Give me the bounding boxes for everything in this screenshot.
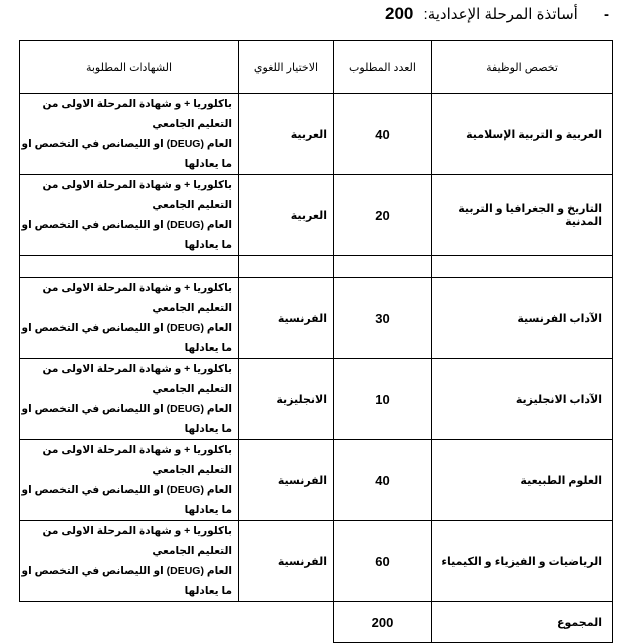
header-certificates: الشهادات المطلوبة — [20, 41, 239, 94]
spacer-cell — [239, 256, 334, 278]
table-row — [20, 278, 613, 359]
cert-line-2: العام (DEUG) او الليصانص في التخصص او ما يعادلها — [21, 219, 232, 251]
cell-number: 30 — [334, 278, 432, 359]
cell-certificates — [20, 175, 239, 256]
heading-count: 200 — [384, 4, 414, 23]
cell-number: 20 — [334, 175, 432, 256]
positions-table — [19, 40, 613, 643]
cell-number: 40 — [334, 94, 432, 175]
spacer-cell — [20, 256, 239, 278]
cell-certificates — [20, 94, 239, 175]
table-row — [20, 359, 613, 440]
cell-language: الفرنسية — [239, 278, 334, 359]
table-spacer-row — [20, 256, 613, 278]
cert-line-1: باكلوريا + و شهادة المرحلة الاولى من التعليم الجامعي — [42, 525, 232, 557]
table-total-row — [20, 602, 613, 643]
cell-specialty: العلوم الطبيعية — [432, 440, 613, 521]
cell-certificates — [20, 521, 239, 602]
cell-certificates — [20, 359, 239, 440]
cert-line-2: العام (DEUG) او الليصانص في التخصص او ما يعادلها — [21, 565, 232, 597]
cert-line-2: العام (DEUG) او الليصانص في التخصص او ما يعادلها — [21, 403, 232, 435]
table-row — [20, 175, 613, 256]
cert-line-1: باكلوريا + و شهادة المرحلة الاولى من التعليم الجامعي — [42, 363, 232, 395]
heading-label: أساتذة المرحلة الإعدادية: — [423, 6, 578, 23]
cert-line-2: العام (DEUG) او الليصانص في التخصص او ما يعادلها — [21, 138, 232, 170]
cell-language: الانجليزية — [239, 359, 334, 440]
header-specialty: تخصص الوظيفة — [432, 41, 613, 94]
table-row — [20, 440, 613, 521]
cert-line-1: باكلوريا + و شهادة المرحلة الاولى من التعليم الجامعي — [42, 98, 232, 130]
cell-number: 40 — [334, 440, 432, 521]
table-row — [20, 94, 613, 175]
cell-language: العربية — [239, 94, 334, 175]
cert-line-1: باكلوريا + و شهادة المرحلة الاولى من التعليم الجامعي — [42, 179, 232, 211]
cert-line-1: باكلوريا + و شهادة المرحلة الاولى من التعليم الجامعي — [42, 444, 232, 476]
cell-certificates — [20, 440, 239, 521]
header-number: العدد المطلوب — [334, 41, 432, 94]
empty-cell — [20, 602, 239, 643]
cert-line-2: العام (DEUG) او الليصانص في التخصص او ما يعادلها — [21, 322, 232, 354]
cell-specialty: الآداب الانجليزية — [432, 359, 613, 440]
cell-number: 60 — [334, 521, 432, 602]
spacer-cell — [432, 256, 613, 278]
cell-language: الفرنسية — [239, 521, 334, 602]
section-heading — [385, 4, 609, 24]
cell-specialty: العربية و التربية الإسلامية — [432, 94, 613, 175]
header-language: الاختيار اللغوي — [239, 41, 334, 94]
table-header-row — [20, 41, 613, 94]
cell-specialty: الآداب الفرنسية — [432, 278, 613, 359]
table-row — [20, 521, 613, 602]
cell-specialty: الرياضيات و الفيزياء و الكيمياء — [432, 521, 613, 602]
cell-number: 10 — [334, 359, 432, 440]
cell-language: الفرنسية — [239, 440, 334, 521]
empty-cell — [239, 602, 334, 643]
total-label: المجموع — [432, 602, 613, 643]
cell-specialty: التاريخ و الجغرافيا و التربية المدنية — [432, 175, 613, 256]
cell-language: العربية — [239, 175, 334, 256]
heading-dash: - — [604, 6, 609, 23]
cert-line-2: العام (DEUG) او الليصانص في التخصص او ما يعادلها — [21, 484, 232, 516]
cert-line-1: باكلوريا + و شهادة المرحلة الاولى من التعليم الجامعي — [42, 282, 232, 314]
cell-certificates — [20, 278, 239, 359]
total-value: 200 — [334, 602, 432, 643]
spacer-cell — [334, 256, 432, 278]
